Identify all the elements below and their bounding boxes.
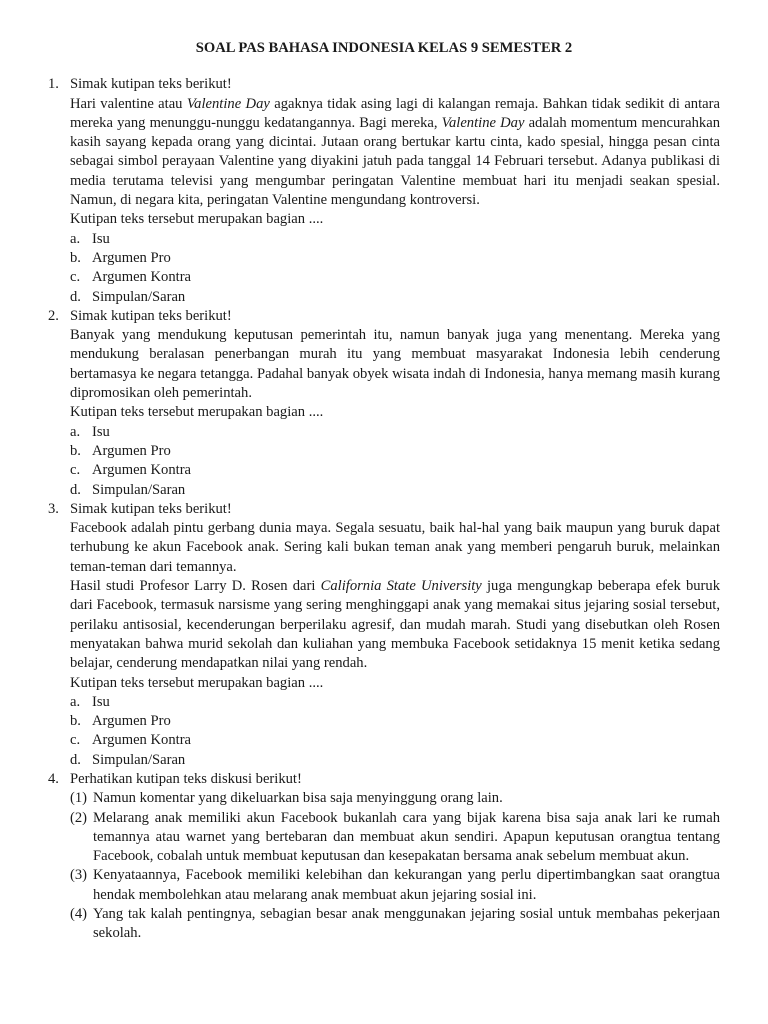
question-2 <box>48 307 720 500</box>
option-b: b. Argumen Pro <box>70 249 171 266</box>
option-c: c. Argumen Kontra <box>70 732 192 749</box>
statement-4: (4) Yang tak kalah pentingnya, sebagian besar anak menggunakan jejaring sosial untuk membahas pekerjaan sekolah. <box>70 906 720 942</box>
question-1 <box>48 75 720 307</box>
option-b: b. Argumen Pro <box>70 713 171 730</box>
question-number: 4. <box>48 770 59 787</box>
question-intro: Perhatikan kutipan teks diskusi berikut! <box>70 770 302 787</box>
question-intro: Simak kutipan teks berikut! <box>70 76 232 93</box>
question-4 <box>48 770 720 944</box>
statement-2: (2) Melarang anak memiliki akun Facebook bukanlah cara yang bijak karena bisa saja anak lari ke rumah temannya atau warnet yang bertebaran dan membuat akun sendiri. Apapun keputusan orangtua tentang Facebook, cobalah untuk membuat keputusan dan kesepakatan bersama anak sebelum membuat akun. <box>70 809 720 865</box>
option-b: b. Argumen Pro <box>70 442 171 459</box>
question-number: 2. <box>48 307 59 324</box>
passage-text: Banyak yang mendukung keputusan pemerintah itu, namun banyak juga yang menentang. Mereka yang mendukung beralasan penerbangan murah itu yang membuat masyarakat Indonesia lebih cenderung bertamasya ke negara tetangga. Padahal banyak obyek wisata indah di Indonesia, hanya memang masih kurang dipromosikan oleh pemerintah. <box>70 327 720 402</box>
question-number: 3. <box>48 500 59 517</box>
question-intro: Simak kutipan teks berikut! <box>70 307 232 324</box>
option-a: a. Isu <box>70 423 110 440</box>
question-3 <box>48 500 720 770</box>
question-intro: Simak kutipan teks berikut! <box>70 500 232 517</box>
passage-text: Hari valentine atau Valentine Day agaknya tidak asing lagi di kalangan remaja. Bahkan tidak sedikit di antara mereka yang menunggu-nunggu kedatangannya. Bagi mereka, Valentine Day adalah momentum mencurahkan kasih sayang kepada orang yang dicintai. Jutaan orang bertukar kartu cinta, kado spesial, hingga pesan cinta sebagai simbol perayaan Valentine yang diyakini jatuh pada tanggal 14 Februari tersebut. Adanya publikasi di media terutama televisi yang mengumbar peringatan Valentine membuat hari itu menjadi seakan spesial. Namun, di negara kita, peringatan Valentine mengundang kontroversi. <box>70 95 720 209</box>
question-prompt: Kutipan teks tersebut merupakan bagian .... <box>70 211 324 228</box>
option-c: c. Argumen Kontra <box>70 462 192 479</box>
passage-text: Hasil studi Profesor Larry D. Rosen dari California State University juga mengungkap beberapa efek buruk dari Facebook, termasuk narsisme yang sering menghinggapi anak yang memakai situs jejaring sosial tersebut, perilaku antisosial, kecenderungan berperilaku agresif, dan mudah marah. Studi yang disebutkan oleh Rosen menyatakan bahwa murid sekolah dan kuliahan yang membuka Facebook setidaknya 15 menit ketika sedang belajar, cenderung mendapatkan nilai yang rendah. <box>70 578 720 672</box>
option-a: a. Isu <box>70 230 110 247</box>
option-d: d. Simpulan/Saran <box>70 751 186 768</box>
page-title: SOAL PAS BAHASA INDONESIA KELAS 9 SEMESTER 2 <box>195 40 573 56</box>
question-number: 1. <box>48 76 59 93</box>
question-prompt: Kutipan teks tersebut merupakan bagian .... <box>70 404 324 421</box>
option-d: d. Simpulan/Saran <box>70 481 186 498</box>
option-d: d. Simpulan/Saran <box>70 288 186 305</box>
statement-3: (3) Kenyataannya, Facebook memiliki kelebihan dan kekurangan yang perlu dipertimbangkan saat orangtua hendak membolehkan atau melarang anak membuat akun jejaring sosial ini. <box>70 867 720 903</box>
question-prompt: Kutipan teks tersebut merupakan bagian .... <box>70 674 324 691</box>
statement-1: (1) Namun komentar yang dikeluarkan bisa saja menyinggung orang lain. <box>70 790 503 807</box>
option-a: a. Isu <box>70 693 110 710</box>
passage-text: Facebook adalah pintu gerbang dunia maya. Segala sesuatu, baik hal-hal yang baik maupun yang buruk dapat terhubung ke akun Facebook anak. Sering kali bukan teman anak yang memberi pengaruh buruk, melainkan teman-teman dari temannya. <box>70 520 720 575</box>
option-c: c. Argumen Kontra <box>70 269 192 286</box>
